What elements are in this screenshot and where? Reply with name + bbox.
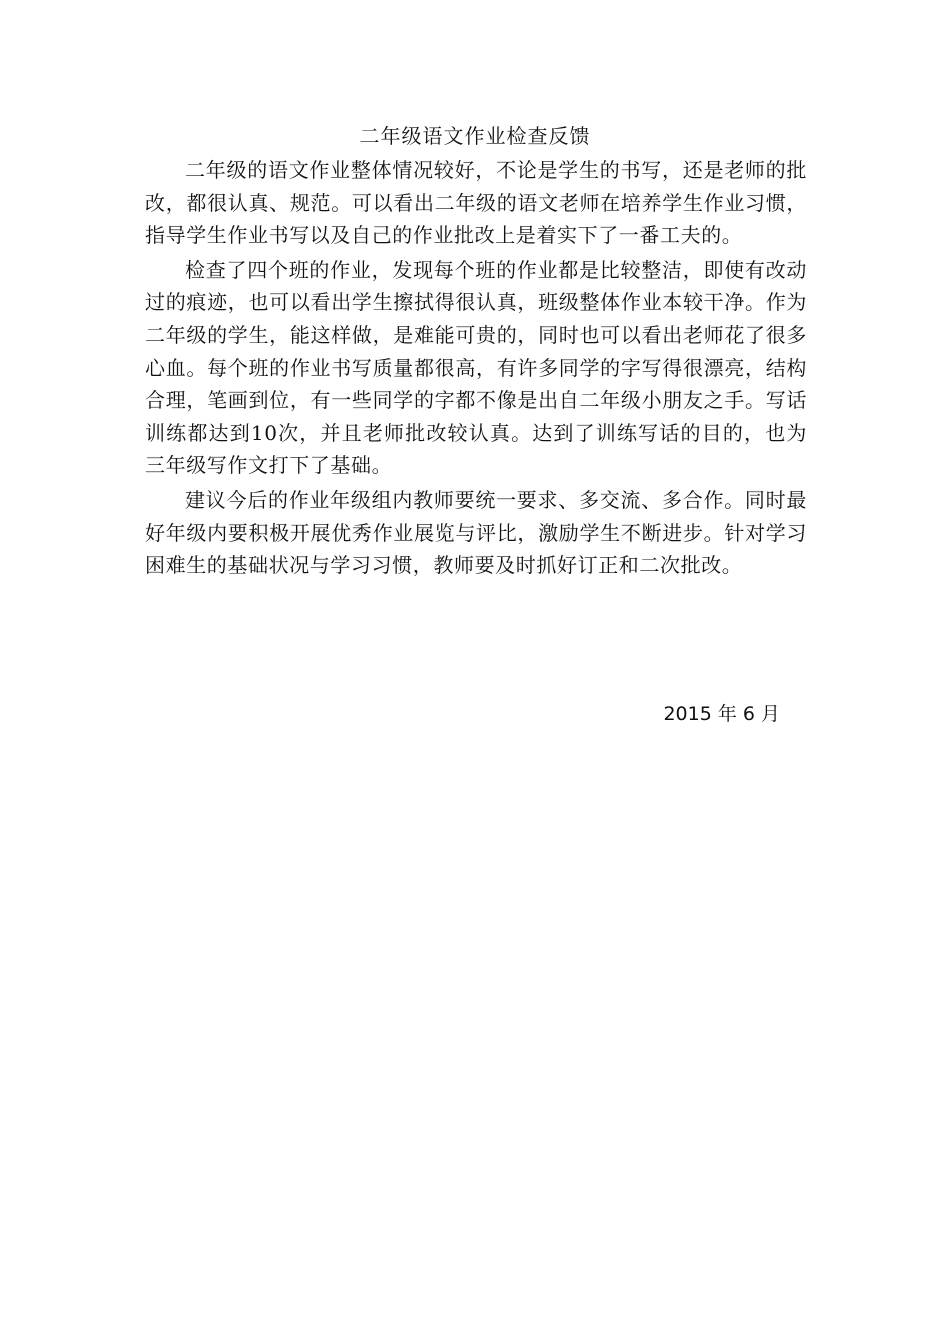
paragraph-overall-evaluation: 二年级的语文作业整体情况较好，不论是学生的书写，还是老师的批改，都很认真、规范。可以看出二年级的语文老师在培养学生作业习惯，指导学生作业书写以及自己的作业批改上是着实下了一番工夫的。 <box>145 158 807 248</box>
paragraph-suggestions: 建议今后的作业年级组内教师要统一要求、多交流、多合作。同时最好年级内要积极开展优秀作业展览与评比，激励学生不断进步。针对学习困难生的基础状况与学习习惯，教师要及时抓好订正和二次批改。 <box>145 487 807 578</box>
document-date: 2015 年 6 月 <box>663 703 780 725</box>
document-title: 二年级语文作业检查反馈 <box>359 124 591 148</box>
paragraph-class-inspection: 检查了四个班的作业，发现每个班的作业都是比较整洁，即使有改动过的痕迹，也可以看出学生擦拭得很认真，班级整体作业本较干净。作为二年级的学生，能这样做，是难能可贵的，同时也可以看出老师花了很多心血。每个班的作业书写质量都很高，有许多同学的字写得很漂亮，结构合理，笔画到位，有一些同学的字都不像是出自二年级小朋友之手。写话训练都达到10次，并且老师批改较认真。达到了训练写话的目的，也为三年级写作文打下了基础。 <box>145 257 807 478</box>
document-body <box>145 154 807 582</box>
